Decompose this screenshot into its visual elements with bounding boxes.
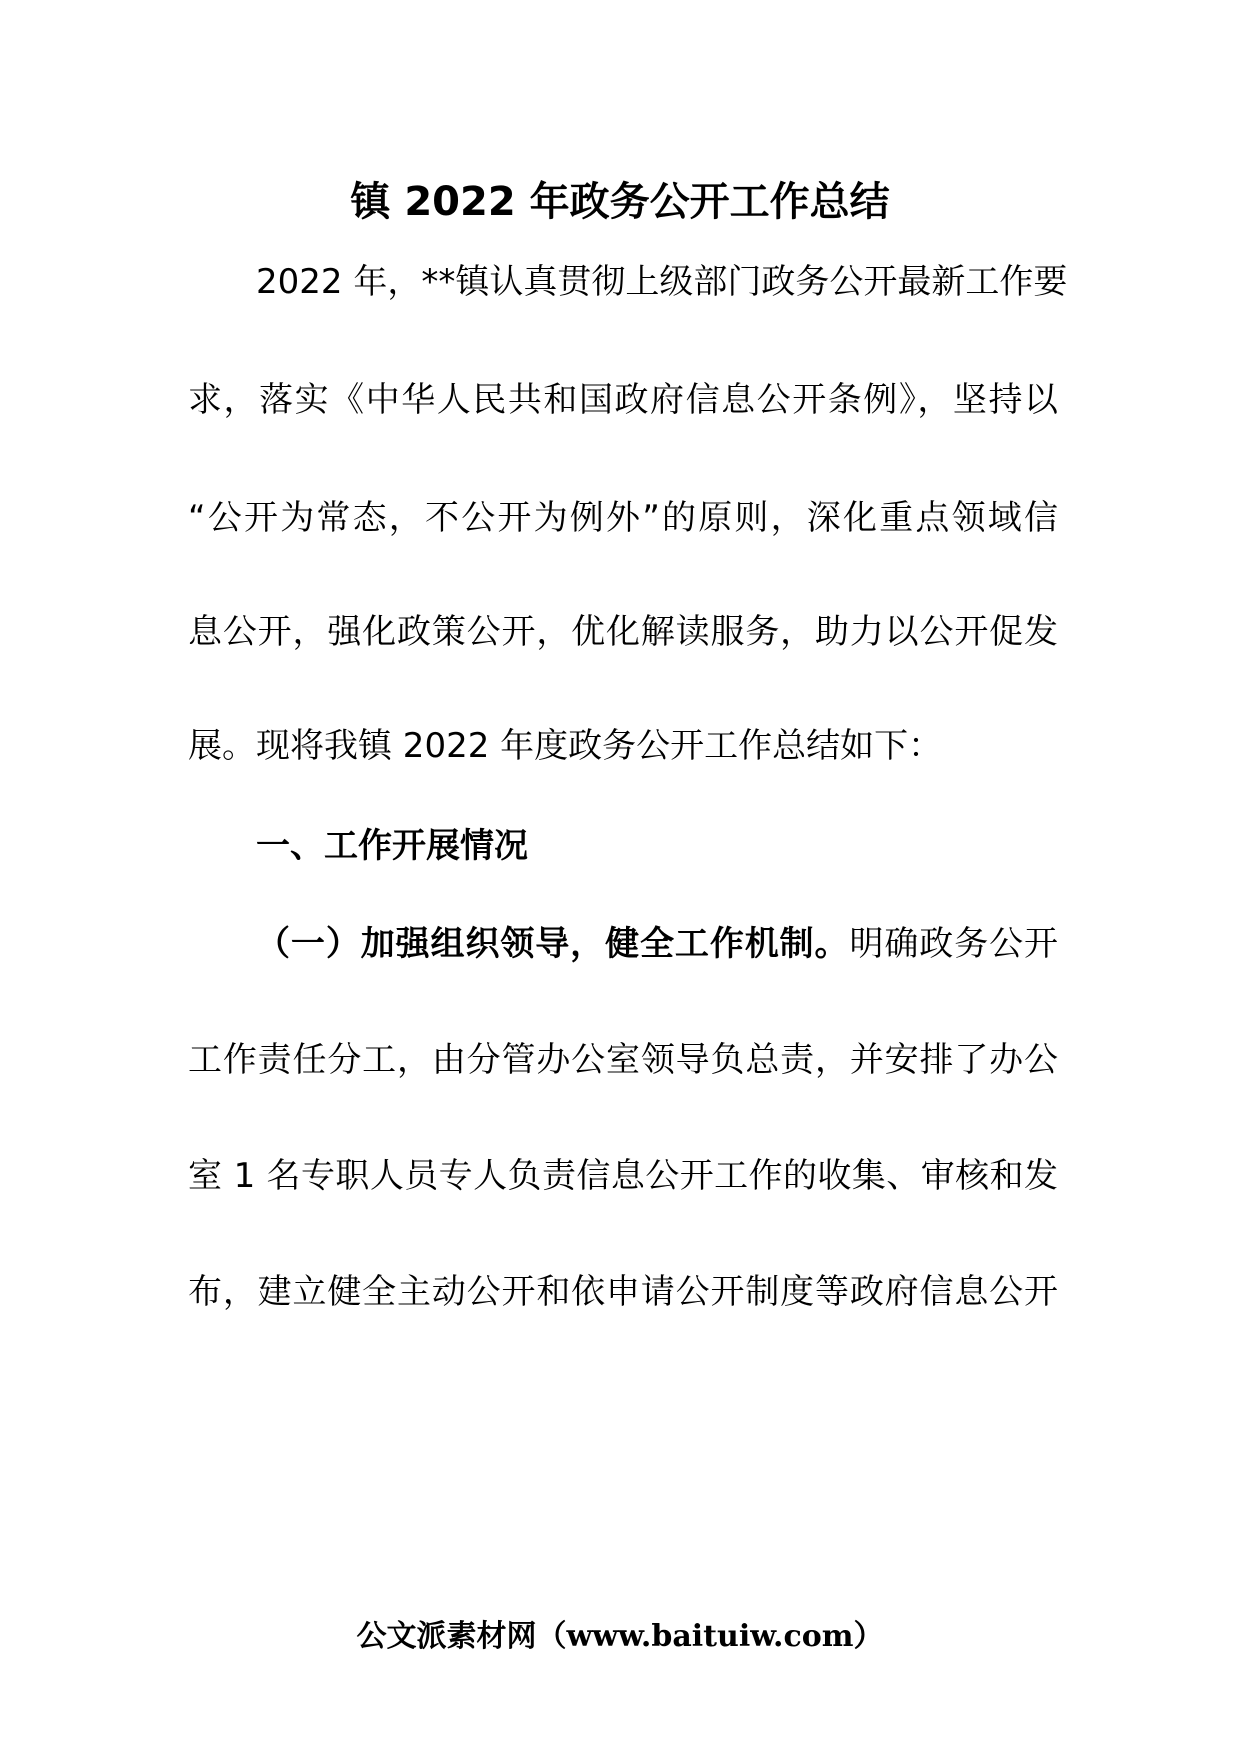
subsection-lead: （一）加强组织领导，健全工作机制。: [256, 924, 850, 964]
document-title: 镇 2022 年政务公开工作总结: [350, 179, 890, 225]
paragraph-line: 室 1 名专职人员专人负责信息公开工作的收集、审核和发: [188, 1156, 1058, 1196]
paragraph-line: 工作责任分工，由分管办公室领导负总责，并安排了办公: [188, 1040, 1058, 1080]
paragraph-line: 2022 年，**镇认真贯彻上级部门政务公开最新工作要: [256, 262, 1068, 302]
paragraph-line: “公开为常态，不公开为例外”的原则，深化重点领域信: [188, 498, 1058, 538]
paragraph-line: 展。现将我镇 2022 年度政务公开工作总结如下：: [188, 726, 943, 766]
footer-watermark: 公文派素材网（www.baituiw.com）: [356, 1619, 884, 1654]
section-heading: 一、工作开展情况: [256, 826, 528, 866]
paragraph-line: 求，落实《中华人民共和国政府信息公开条例》，坚持以: [188, 380, 1058, 420]
paragraph-line: 息公开，强化政策公开，优化解读服务，助力以公开促发: [188, 612, 1058, 652]
subsection-first-line-rest: 明确政务公开: [849, 924, 1059, 964]
paragraph-line: 布，建立健全主动公开和依申请公开制度等政府信息公开: [188, 1272, 1058, 1312]
subsection-first-line: [256, 914, 1058, 974]
